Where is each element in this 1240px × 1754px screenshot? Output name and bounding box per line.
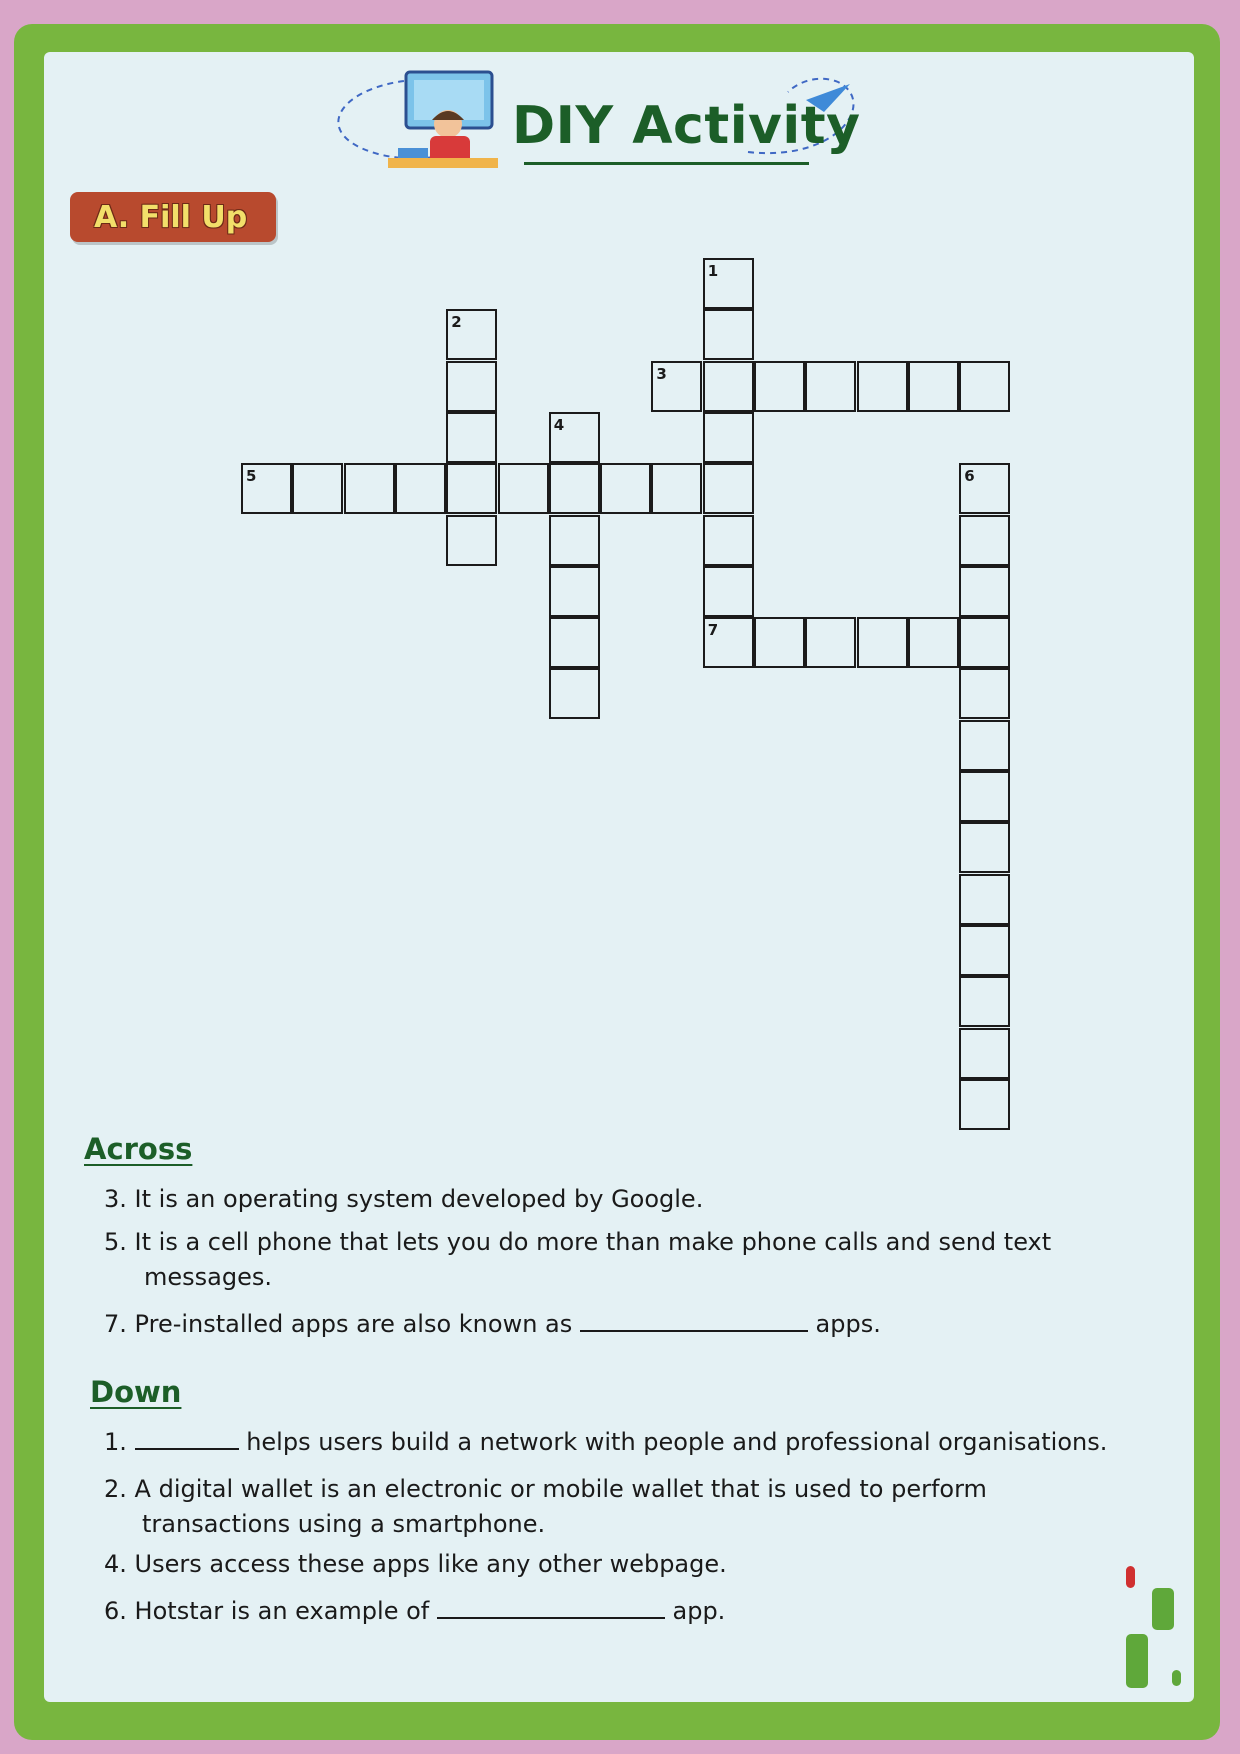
down-heading: Down xyxy=(90,1375,182,1409)
crossword-cell[interactable] xyxy=(446,463,497,514)
crossword-cell[interactable] xyxy=(754,361,805,412)
crossword-cell[interactable] xyxy=(959,361,1010,412)
across-clue-5-continued xyxy=(144,1260,272,1295)
crossword-cell[interactable] xyxy=(549,566,600,617)
crossword-cell[interactable] xyxy=(805,361,856,412)
crossword-cell[interactable] xyxy=(959,566,1010,617)
clue-number: 1. xyxy=(104,1428,127,1456)
crossword-cell[interactable] xyxy=(959,1028,1010,1079)
crossword-cell[interactable] xyxy=(959,874,1010,925)
crossword-cell[interactable] xyxy=(292,463,343,514)
crossword-cell[interactable] xyxy=(959,976,1010,1027)
clue-text: Hotstar is an example of xyxy=(134,1597,430,1625)
clue-text: messages. xyxy=(144,1263,272,1291)
crossword-cell[interactable] xyxy=(703,463,754,514)
clue-text-after: apps. xyxy=(815,1310,881,1338)
clue-number: 7. xyxy=(104,1310,127,1338)
clue-number: 5. xyxy=(104,1228,127,1256)
crossword-cell[interactable] xyxy=(703,258,754,309)
crossword-cell[interactable] xyxy=(908,361,959,412)
crossword-cell[interactable] xyxy=(651,361,702,412)
down-clue-6 xyxy=(104,1594,725,1629)
down-clue-4 xyxy=(104,1547,727,1582)
crossword-cell[interactable] xyxy=(959,617,1010,668)
crossword-cell[interactable] xyxy=(549,668,600,719)
crossword-cell[interactable] xyxy=(959,720,1010,771)
clue-text: Users access these apps like any other webpage. xyxy=(134,1550,727,1578)
across-clue-5 xyxy=(104,1225,1051,1260)
across-clue-3 xyxy=(104,1182,703,1217)
crossword-cell[interactable] xyxy=(959,515,1010,566)
clue-number-label: 2 xyxy=(451,313,462,332)
crossword-cell[interactable] xyxy=(959,1079,1010,1130)
decor-mark-red xyxy=(1126,1566,1135,1588)
section-badge-label: A. Fill Up xyxy=(94,200,248,235)
crossword-cell[interactable] xyxy=(754,617,805,668)
crossword-cell[interactable] xyxy=(344,463,395,514)
crossword-cell[interactable] xyxy=(703,617,754,668)
clue-text: A digital wallet is an electronic or mobile wallet that is used to perform xyxy=(134,1475,987,1503)
answer-blank[interactable] xyxy=(437,1613,665,1619)
crossword-cell[interactable] xyxy=(703,515,754,566)
across-clue-7 xyxy=(104,1307,881,1342)
clue-number: 2. xyxy=(104,1475,127,1503)
crossword-cell[interactable] xyxy=(857,617,908,668)
crossword-cell[interactable] xyxy=(241,463,292,514)
crossword-cell[interactable] xyxy=(857,361,908,412)
decor-mark-green xyxy=(1126,1634,1148,1688)
clue-number: 3. xyxy=(104,1185,127,1213)
down-clue-2 xyxy=(104,1472,987,1507)
crossword-cell[interactable] xyxy=(549,412,600,463)
crossword-cell[interactable] xyxy=(651,463,702,514)
clue-text: It is an operating system developed by Google. xyxy=(134,1185,704,1213)
down-clue-2-continued xyxy=(142,1507,545,1542)
crossword-cell[interactable] xyxy=(703,361,754,412)
crossword-cell[interactable] xyxy=(600,463,651,514)
clue-number-label: 3 xyxy=(656,364,667,383)
crossword-cell[interactable] xyxy=(549,463,600,514)
crossword-cell[interactable] xyxy=(908,617,959,668)
clue-number: 6. xyxy=(104,1597,127,1625)
clue-text: Pre-installed apps are also known as xyxy=(134,1310,573,1338)
crossword-cell[interactable] xyxy=(959,463,1010,514)
answer-blank[interactable] xyxy=(580,1326,808,1332)
clue-number-label: 4 xyxy=(553,415,565,434)
answer-blank[interactable] xyxy=(135,1444,239,1450)
clue-text: It is a cell phone that lets you do more than make phone calls and send text xyxy=(134,1228,1052,1256)
decor-mark-green xyxy=(1172,1670,1181,1686)
crossword-cell[interactable] xyxy=(959,822,1010,873)
clue-number-label: 1 xyxy=(707,262,719,280)
clue-number-label: 7 xyxy=(707,621,719,640)
crossword-cell[interactable] xyxy=(959,925,1010,976)
crossword-cell[interactable] xyxy=(959,668,1010,719)
clue-number-label: 6 xyxy=(964,467,975,486)
clue-number: 4. xyxy=(104,1550,127,1578)
across-heading: Across xyxy=(84,1132,193,1166)
crossword-cell[interactable] xyxy=(959,771,1010,822)
clue-text: helps users build a network with people and professional organisations. xyxy=(246,1428,1108,1456)
crossword-cell[interactable] xyxy=(703,566,754,617)
down-clue-1 xyxy=(104,1425,1107,1460)
clue-text-after: app. xyxy=(672,1597,726,1625)
crossword-cell[interactable] xyxy=(498,463,549,514)
crossword-cell[interactable] xyxy=(446,361,497,412)
crossword-cell[interactable] xyxy=(395,463,446,514)
clue-text: transactions using a smartphone. xyxy=(142,1510,546,1538)
crossword-cell[interactable] xyxy=(703,412,754,463)
crossword-cell[interactable] xyxy=(446,412,497,463)
crossword-cell[interactable] xyxy=(805,617,856,668)
crossword-cell[interactable] xyxy=(549,515,600,566)
crossword-cell[interactable] xyxy=(703,309,754,360)
crossword-cell[interactable] xyxy=(446,515,497,566)
crossword-cell[interactable] xyxy=(549,617,600,668)
crossword-cell[interactable] xyxy=(446,309,497,360)
decor-mark-green xyxy=(1152,1588,1174,1630)
page-title: DIY Activity xyxy=(512,96,861,156)
clue-number-label: 5 xyxy=(246,467,257,486)
